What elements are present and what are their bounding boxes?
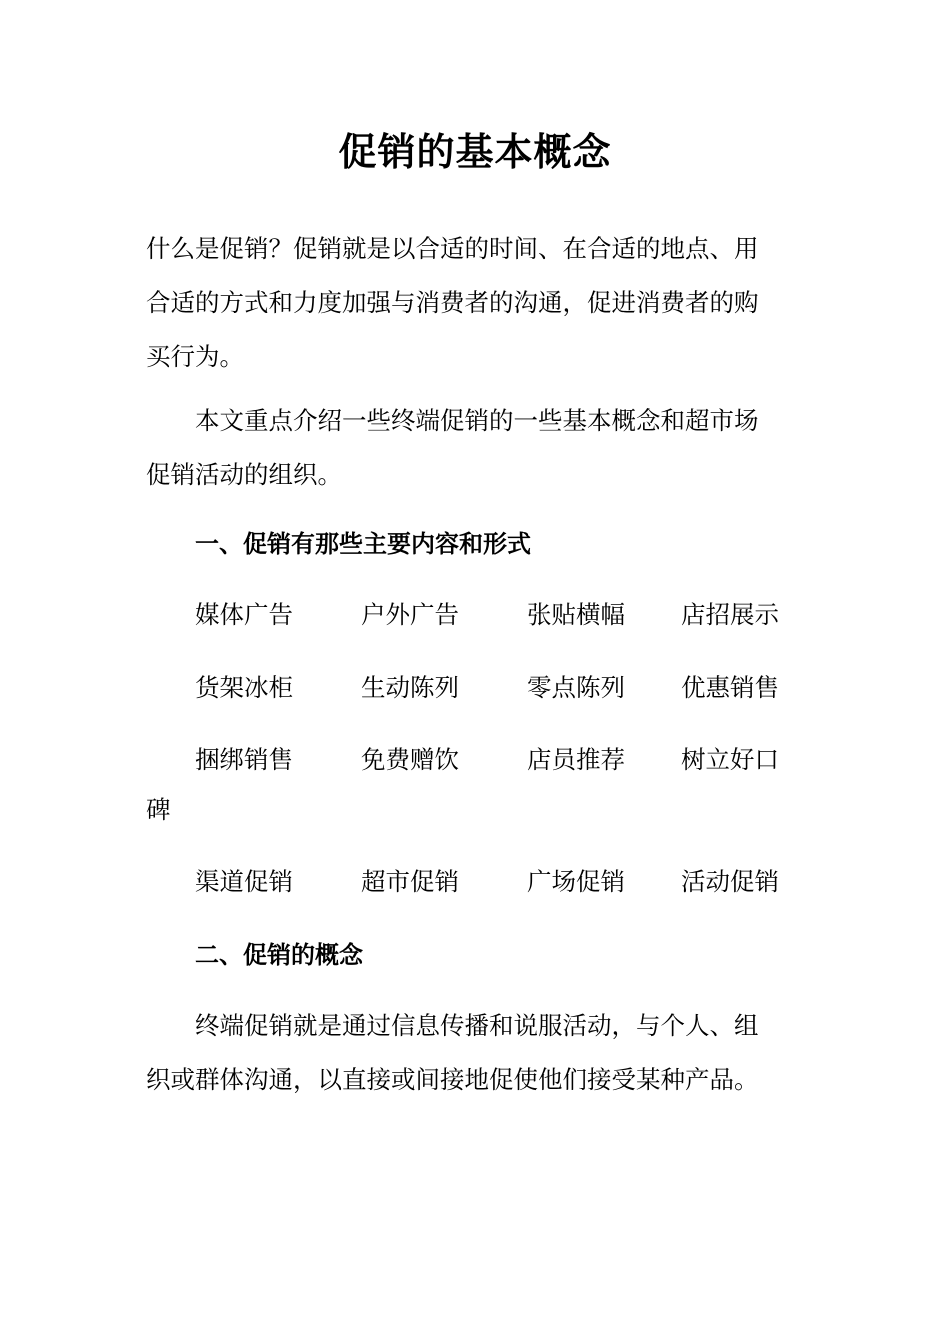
forms-row-1	[0, 595, 950, 635]
forms-row-3	[0, 740, 950, 780]
intro-line-2: 合适的方式和力度加强与消费者的沟通，促进消费者的购	[146, 288, 759, 317]
form-item: 店招展示	[681, 600, 779, 629]
form-item: 优惠销售	[681, 673, 779, 702]
concept-paragraph	[146, 999, 818, 1107]
form-item: 活动促销	[681, 867, 779, 896]
concept-line-1: 终端促销就是通过信息传播和说服活动，与个人、组	[195, 1011, 759, 1040]
forms-row-2	[0, 668, 950, 708]
summary-paragraph	[146, 394, 818, 502]
form-item: 货架冰柜	[195, 673, 293, 702]
summary-line-1: 本文重点介绍一些终端促销的一些基本概念和超市场	[195, 406, 759, 435]
forms-row-4	[0, 862, 950, 902]
form-item: 广场促销	[527, 867, 625, 896]
form-item-wrap: 碑	[146, 795, 171, 824]
form-item: 捆绑销售	[195, 745, 293, 774]
form-item: 张贴横幅	[527, 600, 625, 629]
intro-paragraph	[146, 222, 818, 384]
form-item: 户外广告	[361, 600, 459, 629]
form-item: 店员推荐	[527, 745, 625, 774]
form-item: 媒体广告	[195, 600, 293, 629]
document-title: 促销的基本概念	[338, 129, 612, 174]
form-item: 超市促销	[361, 867, 459, 896]
concept-line-2: 织或群体沟通，以直接或间接地促使他们接受某种产品。	[146, 1065, 759, 1094]
summary-line-2: 促销活动的组织。	[146, 460, 342, 489]
intro-line-3: 买行为。	[146, 342, 244, 371]
form-item: 渠道促销	[195, 867, 293, 896]
form-item: 零点陈列	[527, 673, 625, 702]
form-item: 树立好口	[681, 745, 779, 774]
section-heading-2: 二、促销的概念	[195, 940, 363, 969]
intro-line-1: 什么是促销？促销就是以合适的时间、在合适的地点、用	[146, 234, 759, 263]
form-item: 免费赠饮	[361, 745, 459, 774]
section-heading-1: 一、促销有那些主要内容和形式	[195, 529, 531, 558]
form-item: 生动陈列	[361, 673, 459, 702]
